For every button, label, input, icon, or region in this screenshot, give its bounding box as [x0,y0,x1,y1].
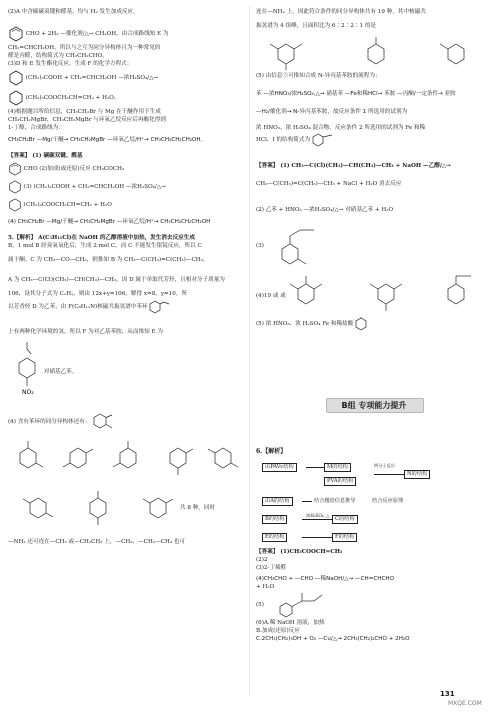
text-line: 以芳香烃 D 为乙苯，由 F(C₈H₁₁N)核磁共振氢谱中苯环 [8,298,244,316]
imine-structure [256,224,492,270]
text-line: (3) [256,243,264,249]
text-line: (3)2-丁烯醛 [256,565,287,571]
answer-line: 【答案】 (1) CH₃—C(Cl)(CH₃)—CH(CH₃)—CH₃ + NaOH —乙醇/△→ [256,163,451,169]
answer-5-structure [256,591,492,619]
flow-note: 浓H₂SO₄, △ [306,513,330,518]
flow-box-pavc: 由PAVc结构 [262,463,297,472]
flow-box-b: B的结构 [262,515,287,524]
flow-arrow [306,467,324,468]
flow-box-n: N的结构 [404,470,430,479]
text-line: (CH₂)₃COOCH₂CH=CH₂ + H₂O。 [8,88,244,108]
column-divider [249,6,250,696]
nmr-structures-svg [256,32,492,72]
ethylbenzene-structure-icon [149,300,171,314]
right-column [256,8,492,332]
benzene-ring-icon [8,26,24,42]
text-line: B.加成(还原)反应 [256,628,300,634]
text-line: (3) (CH₂)₃COOH + CH₂=CHCH₂OH —浓H₂SO₄/△→ [8,178,244,196]
text-line: (CH₂)₃COOH + CH₂=CHCH₂OH —浓H₂SO₄/△→ [8,68,244,88]
text-line: (2)2 [256,557,268,563]
text-line: 振氢谱为 4 组峰，且面积比为 6∶2∶2∶1 的是 [256,23,377,29]
text-line: 醛是丙醛，结构简式为 CH₃CH₂CHO。 [8,53,108,59]
isomer-structure-grid [8,438,244,538]
n-isopropylaniline-structure-icon [312,133,334,147]
aniline-structure-icon [355,317,371,331]
text-line: CH₂=CHCH₂OH，所以与之互为同分异构体且为一种常见的 [8,45,161,51]
text-line: (4)根据题目所给信息，CH₃CH₂Br 与 Mg 在干醚作用下生成 [8,109,161,115]
text-line: (5) 浓 HNO₃、浓 H₂SO₄ Fe 和稀盐酸 [256,316,492,332]
answer-5-svg [272,591,342,619]
text-line: CH₃—C(CH₃)=C(CH₃)—CH₃ + NaCl + H₂O 消去反应 [256,181,402,187]
text-line: 1-丁醇，合成路线为： [8,125,64,131]
watermark: MXQE.COM [448,700,482,707]
flow-arrow [302,519,332,520]
text-line: + H₂O [256,584,275,590]
reaction-line: CH₃CH₂Br —Mg/干醚→ CH₃CH₂MgBr —环氧乙烷/H⁺→ CH₃CH₂CH₂CH₂OH。 [8,137,207,143]
text-line: (3)D 和 E 发生酯化反应，生成 F 的化学方程式： [8,61,133,67]
text-line: (2)A 中含碳碳双键和醛基，均与 H₂ 发生加成反应。 [8,9,139,15]
text-line: B，1 mol B 经臭氧氧化后，生成 2 mol C，而 C 不能发生银镜反应，所以 C [8,243,202,249]
aminoethylbenzene-structure-icon [92,412,116,432]
cyclohexane-ring-icon [8,198,22,212]
text-line: CHO + 2H₂ —催化剂/△→ CH₂OH，由合成路线知 E 为 [8,24,244,44]
text-line: 属于酮。C 为 CH₃—CO—CH₃，则推知 B 为 CH₃—C(CH₃)=C(CH₃)—CH₃， [8,257,209,263]
answer-line: 【答案】 (1) 碳碳双键、醛基 [8,153,83,159]
q6-answers [256,548,492,643]
text-line: (5) [256,602,264,608]
text-line: HCl，I 的结构简式为 [256,132,492,148]
text-line: (2) 乙苯 + HNO₃ —浓H₂SO₄/△→ 对硝基乙苯 + H₂O [256,207,394,213]
text-line: 连在—NH₂ 上，因此符合条件的同分异构体共有 19 种。其中核磁共 [256,9,426,15]
section-banner [256,397,492,413]
nmr-structures [256,32,492,72]
text-line: 106，设其分子式为 CₓHᵧ，则由 12x+y=106，解得 x=8，y=10。所 [8,291,187,297]
text-line: CH₃CH₂MgBr，CH₃CH₂MgBr 与环氧乙烷反应后再酸化得到 [8,117,166,123]
flow-note: 两分子反应 [374,463,395,468]
text-line: (6)A.稀 NaOH 溶液，加热 [256,620,325,626]
cyclohexane-ring-icon [8,90,24,106]
text-line: CHO (2)加成(或还原)反应 CH₃COCH₃ [8,160,244,178]
answer-4-structures [256,270,492,312]
text-line: A 为 CH₃—C(Cl)(CH₃)—CH(CH₃)—CH₃，因 D 属于单取代芳烃，且相对分子质量为 [8,277,225,283]
flow-box-c: C的结构 [332,515,358,524]
text-line: (CH₂)₃COOCH₂CH=CH₂ + H₂O [8,196,244,214]
flow-note: 结合题给信息推导 [314,498,356,504]
flow-note: 结合反应原理 [372,498,404,504]
imine-structure-svg [270,224,330,270]
left-column [8,8,244,546]
p-nitroethylbenzene-structure-icon [12,340,42,404]
text-line: 浓 HNO₃、浓 H₂SO₄ 混合物，反应条件 2 所选用的试剂为 Fe 和稀 [256,125,426,131]
flow-box-a: 由A的结构 [262,497,293,506]
text-line: 5.【解析】 A(C₅H₁₁Cl)在 NaOH 的乙醇溶液中加热，发生消去反应生成 [8,235,195,241]
text-line: (5) 由信息⑤可推知合成 N-异丙基苯胺的流程为： [256,73,381,79]
banner-title: B组 专项能力提升 [341,401,407,410]
flow-box-pva: PVA的结构 [324,477,356,486]
isomer-structures-svg [8,438,244,538]
benzene-ring-icon [8,162,22,176]
text-line: —NH₂ 还可连在—CH₃ 或—CH₂CH₃ 上，—CH₃、—CH₂—CH₃ 也可 [8,539,186,545]
structure-row: NO₂ 对硝基乙苯。 [8,340,244,410]
text-line: (4) 含有苯环的同分异构体还有： [8,410,244,434]
cyclohexane-ring-icon [8,70,24,86]
reaction-line: C.2CH₃(CH₂)₃OH + O₂ —Cu/△→ 2CH₃(CH₂)₂CHO + 2H₂O [256,636,410,642]
flow-arrow [374,474,404,475]
flow-arrow [302,501,312,502]
svg-text:NO₂: NO₂ [22,389,34,396]
page-number: 131 [440,690,455,698]
text-line: 共 8 种，同时 [180,505,216,511]
flow-arrow [302,537,332,538]
reaction-line: (4)CH₃CHO + —CHO —稀NaOH/△→ —CH=CHCHO [256,576,395,582]
answer-4-svg [276,270,486,312]
reaction-line: 苯 —浓HNO₃/浓H₂SO₄,△→ 硝基苯 —Fe和稀HCl→ 苯胺 —丙酮/一定条件→ 亚胺 [256,91,456,97]
text-line: 上有两种化学环境的氢，所以 F 为对乙基苯胺，从而推知 E 为 [8,329,163,335]
answer-line: 【答案】 (1)CH₃COOCH=CH₂ [256,549,343,555]
flow-box-e: E的结构 [262,533,287,542]
cyclohexane-ring-icon [8,180,22,194]
reaction-line: (4) CH₃CH₂Br —Mg/干醚→ CH₃CH₂MgBr —环氧乙烷/H⁺→ CH₃CH₂CH₂CH₂OH [8,219,211,225]
reaction-line: —H₂/催化剂→ N-异丙基苯胺，故反应条件 1 所选用的试剂为 [256,109,408,115]
text-line: (4)19 或 或 [256,293,286,299]
flow-box-f: F的结构 [332,533,357,542]
question-6-label: 6.【解析】 [256,448,287,455]
flow-box-m: M的结构 [324,463,351,472]
